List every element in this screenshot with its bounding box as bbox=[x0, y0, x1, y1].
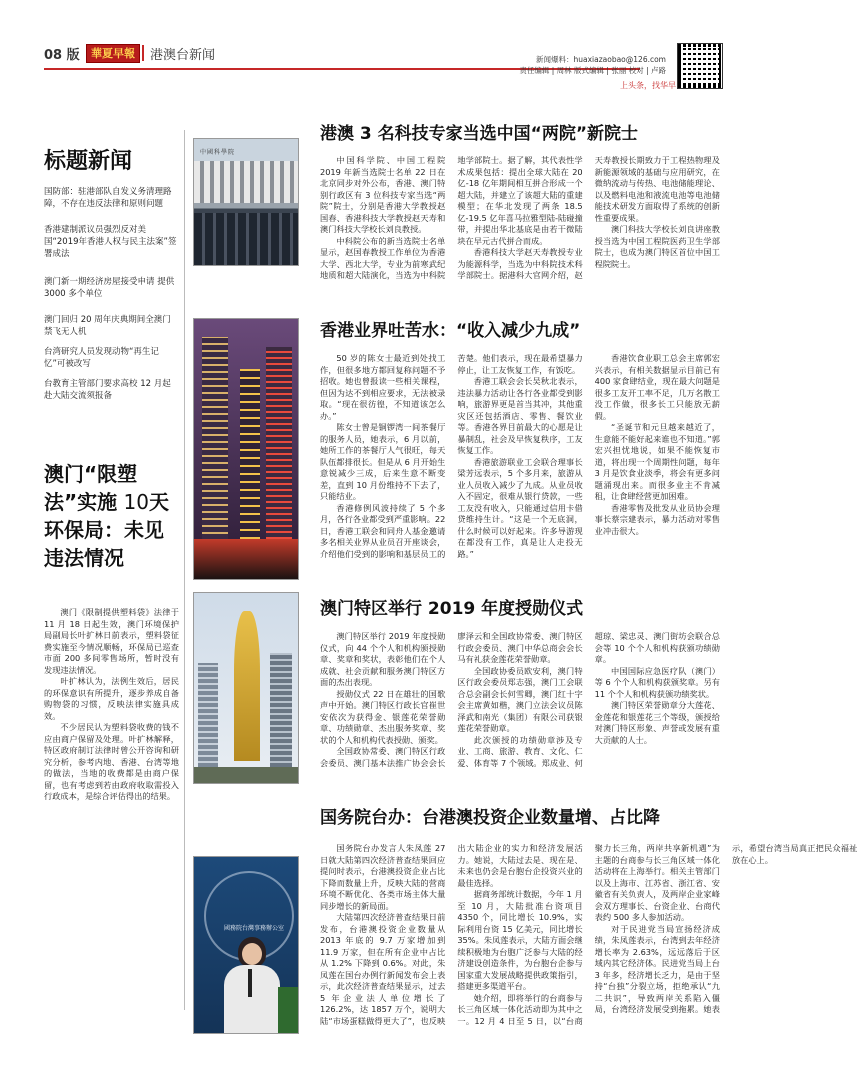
header-divider bbox=[142, 45, 144, 61]
editor-credits: 责任编辑 | 周林 版式编辑 | 张丽 校对 | 卢路 bbox=[519, 66, 666, 75]
column-divider bbox=[184, 130, 185, 1010]
qr-code-icon bbox=[677, 43, 723, 89]
headline-link[interactable]: 香港建制派议员强烈反对美国“2019年香港人权与民主法案”签署成法 bbox=[44, 225, 177, 259]
article-headline-hk-industry: 香港业界吐苦水：“收入减少九成” bbox=[320, 321, 581, 341]
article-headline-taiwan-office: 国务院台办：台港澳投资企业数量增、占比降 bbox=[320, 808, 660, 828]
sidebar-title: 标题新闻 bbox=[44, 149, 133, 174]
article-headline-macau-honours: 澳门特区举行 2019 年度授勋仪式 bbox=[320, 599, 584, 619]
headline-link[interactable]: 台湾研究人员发现动物“再生记忆”可被改写 bbox=[44, 347, 159, 369]
section-title: 港澳台新闻 bbox=[150, 48, 216, 63]
header-slogan: 上头条，找华早 bbox=[620, 81, 676, 90]
feature-headline: 澳门“限塑法”实施 10天 环保局：未见违法情况 bbox=[44, 462, 169, 570]
page-number: 08 版 bbox=[44, 48, 80, 63]
spokesperson-photo bbox=[193, 856, 299, 1034]
headline-link[interactable]: 澳门回归 20 周年庆典期间全澳门禁飞无人机 bbox=[44, 315, 171, 337]
academy-building-photo bbox=[193, 138, 299, 266]
hong-kong-street-photo bbox=[193, 318, 299, 580]
headline-link[interactable]: 澳门新一期经济房屋接受申请 提供 3000 多个单位 bbox=[44, 277, 175, 299]
article-body-academicians: 中国科学院、中国工程院 2019 年新当选院士名单 22 日在北京同步对外公布，香港、澳门特别行政区有 3 位科技专家当选“两院”院士，分别是香港大学教授赵国春、香港科技大学教授赵天寿和澳门科技大学校长刘良教授。 中科院公布的新当选院士名单显示，赵国春教授工作单位为香港大学、西北大学，专业为前寒武纪地质和超大陆演化，当选为中科院地学部院士。据了解，其代表性学术成果包括：提出全球大陆在 20 亿-18 亿年期间相互拼合形成一个超大陆，并建立了该超大陆的重建模型；在华北发现了两条 18.5 亿-19.5 亿年喜马拉雅型陆-陆碰撞带，并提出华北基底是由若干微陆块在早元古代拼合而成。 香港科技大学赵天寿教授专业为能源科学，当选为中科院技术科学部院士。据港科大官网介绍，赵天寿教授长期致力于工程热物理及新能源领域的基础与应用研究，在微纳流动与传热、电池储能理论、以及燃料电池和液流电池等电池储能技术研发方面取得了系统的创新性重要成果。 澳门科技大学校长刘良讲座教授当选为中国工程院医药卫生学部院士，也成为澳门特区首位中国工程院院士。 bbox=[320, 155, 720, 280]
article-headline-academicians: 港澳 3 名科技专家当选中国“两院”新院士 bbox=[320, 124, 639, 144]
macau-grand-lisboa-photo bbox=[193, 592, 299, 784]
podium-sign-text: 國務院台灣事務辦公室 bbox=[224, 925, 285, 932]
photo-sign-text: 中國科學院 bbox=[200, 149, 236, 156]
article-body-hk-industry: 50 岁的陈女士最近到处找工作，但很多地方都回复称问题不予招收。她也曾报读一些相关课程，但因为达不到相应要求，无法被录取。“现在很彷徨，不知道该怎么办。” 陈女士曾是铜锣湾一间茶餐厅的服务人员，她表示，6 月以前，她所工作的茶餐厅人气很旺，每天队伍都排很长。但是从 6 月开始生意锐减少三成，后来生意不断变差，直到 10 月份维持不下去了，只能结业。 香港修例风波持续了 5 个多月，各行各业都受到严重影响。22 日，香港工联会和同舟人基金邀请多名相关业界从业员召开座谈会，介绍他们受到的影响和基层员工的苦楚。他们表示，现在最希望暴力停止，让工友恢复工作，有饭吃。 香港工联会会长吴秋北表示，违法暴力活动让各行各业都受到影响，旅游界更是首当其冲，其他重灾区还包括酒店、零售、餐饮业等。香港各界目前最大的心愿是让暴制乱，社会及早恢复秩序，工友恢复工作。 香港旅游联业工会联合理事长梁芳远表示，5 个多月来，旅游从业人员收入减少了九成。从业员收入不固定，很难从银行贷款，一些工友没有收入，只能通过信用卡借贷维持生计。“这是一个无底洞，什么时候可以好起来。许多导游现在都没有工作，真是让人走投无路。” 香港饮食业职工总会主席郭宏兴表示，有相关数据显示目前已有 400 家食肆结业，现在最大问题是很多工友开工率不足，几万名散工没工作做，很多长工只能放无薪假。 “圣诞节和元旦越来越近了，生意能不能好起来谁也不知道。”郭宏兴担忧地说，如果不能恢复市道，将出现一个周期性问题，每年 3 月是饮食业淡季，将会有更多问题涌现出来。而很多业主不肯减租，让食肆经营更加困难。 香港零售及批发从业员协会理事长蔡宗建表示，暴力活动对零售业冲击很大。 bbox=[320, 353, 720, 559]
article-body-taiwan-office: 国务院台办发言人朱凤莲 27 日就大陆第四次经济普查结果回应提问时表示，台港澳投资企业占比下降而数量上升，反映大陆的营商环境不断优化、各类市场主体大量同步增长的新局面。 大陆第四次经济普查结果日前发布，台港澳投资企业数量从 2013 年底的 9.7 万家增加到 11.9 万家，但在所有企业中占比从 1.2% 下降到 0.6%。对此，朱凤莲在国台办例行新闻发布会上表示，此次经济普查结果显示，过去 5 年企业法人单位增长了 126.2%，达 1857 万个，说明大陆“市场蛋糕做得更大了”，也反映出大陆企业的实力和经济发展活力。她说，大陆过去是、现在是、未来也仍会是台胞台企投资兴业的最佳选择。 据商务部统计数据，今年 1 月至 10 月，大陆批准台资项目 4350 个，同比增长 10.9%，实际利用台资 15 亿美元，同比增长 35%。朱凤莲表示，大陆方面会继续积极地为台胞广泛参与大陆的经济建设创造条件，为台胞台企参与国家重大发展战略提供政策指引，搭建更多渠道平台。 她介绍，即将举行的台商参与长三角区域一体化活动即为其中之一。12 月 4 日至 5 日，以“台商聚力长三角，两岸共享新机遇”为主题的台商参与长三角区域一体化活动将在上海举行。相关主管部门以及上海市、江苏省、浙江省、安徽省有关负责人，及两岸企业家峰会双方理事长、台资企业、台商代表约 500 多人参加活动。 对于民进党当局宣扬经济成绩，朱凤莲表示，台湾到去年经济增长率为 2.63%，远远落后于区域内其它经济体。民进党当局上台 3 年多，经济增长乏力，是由于坚持“台独”分裂立场，拒绝承认“九二共识”，导致两岸关系陷入僵局，台湾经济发展受到拖累。她表示，希望台湾当局真正把民众福祉放在心上。 bbox=[320, 843, 857, 1026]
feature-body: 澳门《限制提供塑料袋》法律于 11 月 18 日起生效，澳门环境保护局副局长叶扩林日前表示，塑料袋征费实施至今情况顺畅，环保局已巡查市面 200 多间零售场所，暂时没有发现违法情况。 叶扩林认为，法例生效后，居民的环保意识有所提升，逐步养成自备购物袋的习惯，反映法律实施具成效。 不少居民认为塑料袋收费的钱不应由商户保留及处理。叶扩林解释，特区政府制订法律时曾公开咨询和研究分析，参考内地、香港、台湾等地的做法，当地的收费都是由商户保留，也有考虑到若由政府收取需投入行政成本，是综合评估得出的结果。 bbox=[44, 607, 179, 801]
news-hotline: 新闻爆料：huaxiazaobao@126.com bbox=[535, 55, 666, 64]
article-body-macau-honours: 澳门特区举行 2019 年度授勋仪式，向 44 个个人和机构颁授勋章、奖章和奖状，表彰他们在个人成就、社会贡献和服务澳门特区方面的杰出表现。 授勋仪式 22 日在雄壮的国歌声中开始。澳门特区行政长官崔世安依次为获得金、银莲花荣誉勋章、功绩勋章、杰出服务奖章、奖状的个人和机构代表授勋、颁奖。 全国政协常委、澳门特区行政会委员、澳门基本法推广协会会长廖泽云和全国政协常委、澳门特区行政会委员、澳门中华总商会会长马有礼获金莲花荣誉勋章。 全国政协委员欧安利，澳门特区行政会委员郑志强，澳门工会联合总会副会长何雪卿，澳门红十字会主席黄如楷，澳门立法会议员陈泽武和南光（集团）有限公司获银莲花荣誉勋章。 此次颁授的功绩勋章涉及专业、工商、旅游、教育、文化、仁爱、体育等 7 个领域。郑成业、何超琼、梁忠灵、澳门街坊会联合总会等 10 个个人和机构获颁功绩勋章。 中国国际应急医疗队（澳门）等 6 个个人和机构获颁奖章。另有 11 个个人和机构获颁功绩奖状。 澳门特区荣誉勋章分大莲花、金莲花和银莲花三个等级，颁授给对澳门特区形象、声誉或发展有重大贡献的人士。 bbox=[320, 631, 720, 768]
headline-link[interactable]: 国防部：驻港部队自发义务清理路障，不存在违反法律和原则问题 bbox=[44, 187, 172, 209]
headline-link[interactable]: 台教育主管部门要求高校 12 月起赴大陆交流须报备 bbox=[44, 379, 171, 401]
newspaper-logo: 華夏早報 bbox=[86, 44, 140, 63]
